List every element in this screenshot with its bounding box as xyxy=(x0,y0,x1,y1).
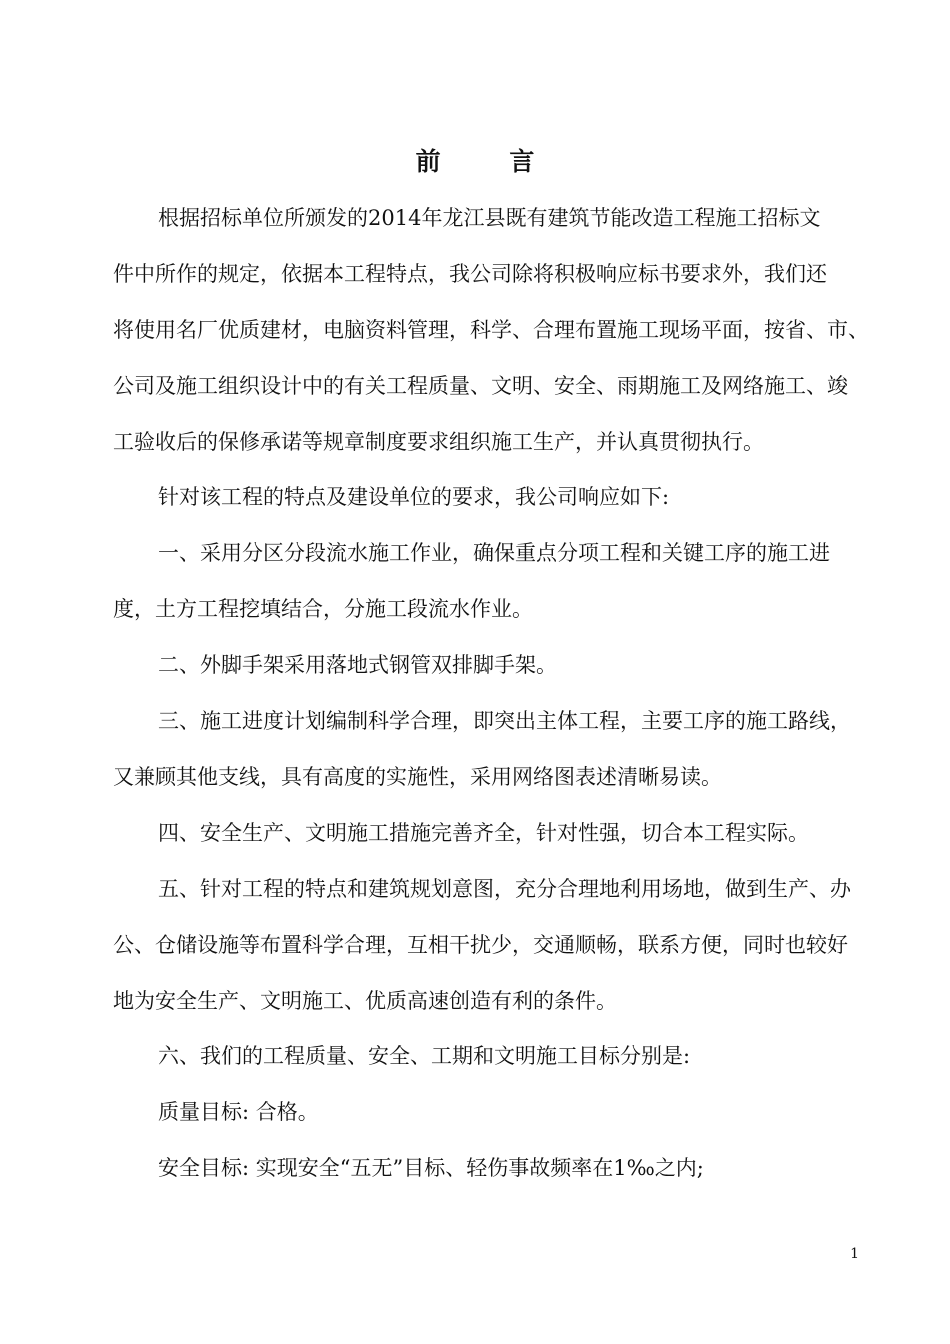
text-line: 度，土方工程挖填结合，分施工段流水作业。 xyxy=(113,597,533,621)
text-line: 一、采用分区分段流水施工作业，确保重点分项工程和关键工序的施工进 xyxy=(158,541,830,565)
text-line: 五、针对工程的特点和建筑规划意图，充分合理地利用场地，做到生产、办 xyxy=(158,877,851,901)
text-line: 质量目标: 合格。 xyxy=(158,1100,319,1124)
text-line: 地为安全生产、文明施工、优质高速创造有利的条件。 xyxy=(113,989,617,1013)
text-line: 工验收后的保修承诺等规章制度要求组织施工生产，并认真贯彻执行。 xyxy=(113,430,764,454)
text-line: 将使用名厂优质建材，电脑资料管理，科学、合理布置施工现场平面，按省、市、 xyxy=(113,318,869,342)
text-line: 公、仓储设施等布置科学合理，互相干扰少，交通顺畅，联系方便，同时也较好 xyxy=(113,933,848,957)
text-line: 三、施工进度计划编制科学合理，即突出主体工程，主要工序的施工路线， xyxy=(158,709,851,733)
text-line: 二、外脚手架采用落地式钢管双排脚手架。 xyxy=(158,653,557,677)
text-line: 安全目标: 实现安全“五无”目标、轻伤事故频率在1‰之内; xyxy=(158,1156,704,1180)
text-line: 针对该工程的特点及建设单位的要求，我公司响应如下: xyxy=(158,485,670,509)
text-line: 四、安全生产、文明施工措施完善齐全，针对性强，切合本工程实际。 xyxy=(158,821,809,845)
text-line: 六、我们的工程质量、安全、工期和文明施工目标分别是: xyxy=(158,1044,691,1068)
page-title: 前 言 xyxy=(415,147,565,176)
text-line: 又兼顾其他支线，具有高度的实施性，采用网络图表述清晰易读。 xyxy=(113,765,722,789)
page-number: 1 xyxy=(850,1246,859,1262)
text-line: 公司及施工组织设计中的有关工程质量、文明、安全、雨期施工及网络施工、竣 xyxy=(113,374,848,398)
text-line: 根据招标单位所颁发的2014年龙江县既有建筑节能改造工程施工招标文 xyxy=(158,206,821,230)
text-line: 件中所作的规定，依据本工程特点，我公司除将积极响应标书要求外，我们还 xyxy=(113,262,827,286)
